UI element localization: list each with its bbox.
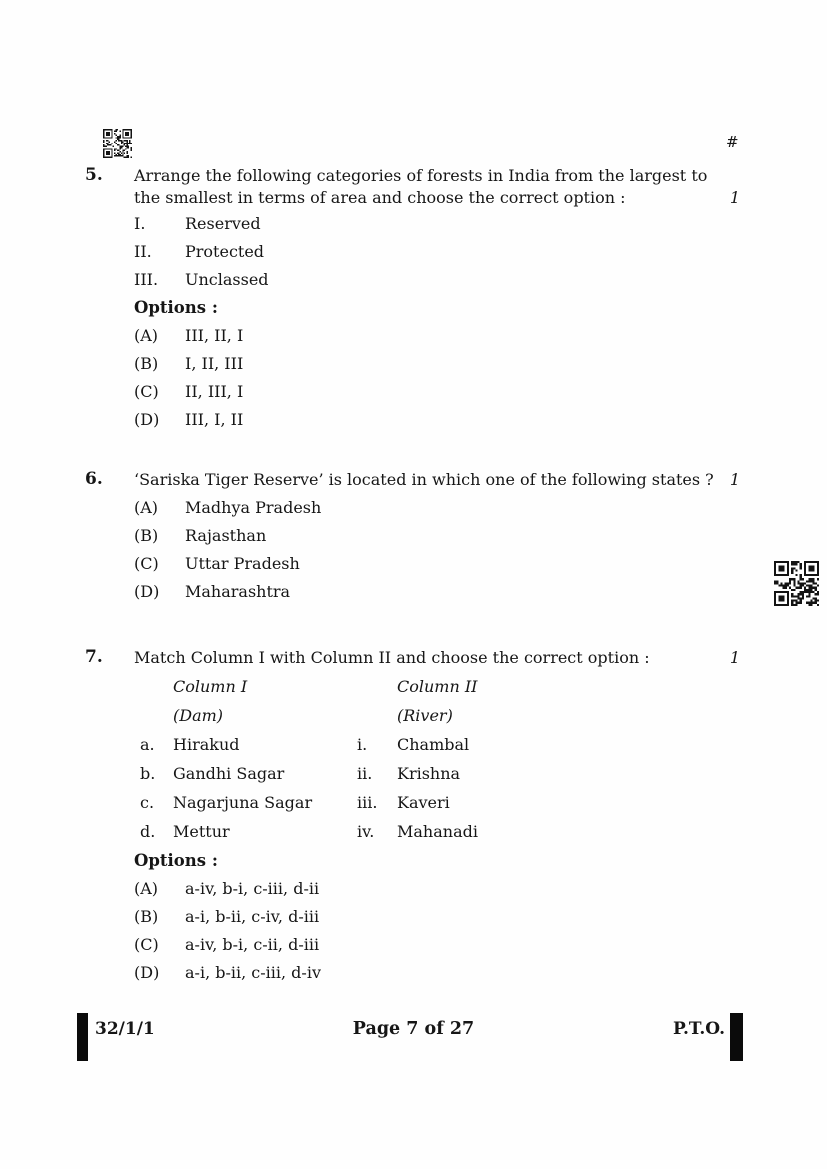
option-letter: (D) (134, 962, 160, 982)
option-letter: (D) (134, 410, 160, 429)
match-row (0, 821, 827, 842)
match-row (0, 763, 827, 784)
option-letter: (D) (134, 581, 160, 601)
paper-code: 32/1/1 (95, 1019, 155, 1039)
option-row (134, 409, 827, 430)
option-row (134, 906, 827, 927)
qr-code-icon (103, 129, 132, 158)
option-text: Madhya Pradesh (185, 497, 322, 517)
options-list (0, 325, 827, 430)
option-row (134, 581, 827, 602)
options-heading: Options : (134, 298, 218, 317)
footer-right-bar (730, 1013, 743, 1061)
page-footer (0, 1013, 827, 1063)
options-list (0, 497, 827, 602)
marks-value: 1 (729, 648, 740, 667)
question-number: 6. (85, 469, 103, 489)
question-5 (0, 165, 827, 437)
column-2-subheader: (River) (397, 705, 453, 725)
match-right-text: Krishna (397, 763, 461, 783)
option-text: Rajasthan (185, 525, 267, 545)
options-heading: Options : (134, 850, 218, 870)
list-item-numeral: II. (134, 242, 152, 261)
column-1-subheader: (Dam) (173, 705, 224, 725)
option-row (134, 962, 827, 983)
option-row (134, 878, 827, 899)
column-2-header: Column II (397, 676, 478, 696)
option-letter: (A) (134, 326, 159, 345)
option-letter: (B) (134, 354, 159, 373)
question-list (0, 213, 827, 290)
match-right-label: ii. (357, 763, 373, 783)
pto-label: P.T.O. (673, 1019, 725, 1039)
match-left-label: d. (140, 821, 156, 841)
option-row (134, 353, 827, 374)
match-left-text: Nagarjuna Sagar (173, 792, 313, 812)
option-letter: (C) (134, 934, 159, 954)
option-letter: (A) (134, 497, 159, 517)
option-row (134, 325, 827, 346)
option-text: II, III, I (185, 382, 244, 401)
match-row (0, 792, 827, 813)
list-item-numeral: III. (134, 270, 159, 289)
question-text: ‘Sariska Tiger Reserve’ is located in which one of the following states ? (134, 470, 714, 489)
option-letter: (C) (134, 382, 159, 401)
option-text: Uttar Pradesh (185, 553, 300, 573)
option-letter: (B) (134, 525, 159, 545)
column-1-header: Column I (173, 676, 248, 696)
match-column-subheaders (0, 705, 827, 726)
list-item-numeral: I. (134, 214, 146, 233)
option-text: a-i, b-ii, c-iii, d-iv (185, 962, 321, 982)
option-row (134, 525, 827, 546)
match-left-label: a. (140, 734, 155, 754)
option-text: I, II, III (185, 354, 244, 373)
page-indicator: Page 7 of 27 (352, 1019, 475, 1039)
match-row (0, 734, 827, 755)
match-right-label: iii. (357, 792, 378, 812)
match-right-label: iv. (357, 821, 375, 841)
question-7 (0, 647, 827, 990)
question-number: 7. (85, 647, 103, 667)
match-table (0, 734, 827, 842)
match-right-label: i. (357, 734, 368, 754)
list-item (134, 213, 827, 234)
marks-value: 1 (729, 187, 740, 207)
option-letter: (B) (134, 906, 159, 926)
match-left-text: Hirakud (173, 734, 240, 754)
option-text: Maharashtra (185, 581, 291, 601)
option-letter: (A) (134, 878, 159, 898)
match-right-text: Kaveri (397, 792, 450, 812)
match-column-headers (0, 676, 827, 697)
option-text: a-iv, b-i, c-iii, d-ii (185, 878, 320, 898)
option-row (134, 381, 827, 402)
option-letter: (C) (134, 553, 159, 573)
question-text: Arrange the following categories of forests in India from the largest to the smallest in terms of area and choose the correct option : (134, 166, 708, 207)
marks-value: 1 (729, 470, 740, 489)
match-left-label: b. (140, 763, 156, 783)
option-text: III, I, II (185, 410, 244, 429)
option-row (134, 553, 827, 574)
option-text: a-iv, b-i, c-ii, d-iii (185, 934, 320, 954)
match-right-text: Chambal (397, 734, 470, 754)
question-text: Match Column I with Column II and choose the correct option : (134, 648, 650, 667)
option-text: III, II, I (185, 326, 244, 345)
question-6 (0, 469, 827, 609)
match-left-text: Mettur (173, 821, 230, 841)
option-row (134, 497, 827, 518)
question-number: 5. (85, 165, 103, 185)
match-right-text: Mahanadi (397, 821, 478, 841)
list-item (134, 241, 827, 262)
match-left-label: c. (140, 792, 155, 812)
option-row (134, 934, 827, 955)
list-item-text: Unclassed (185, 270, 269, 289)
list-item-text: Protected (185, 242, 265, 261)
match-left-text: Gandhi Sagar (173, 763, 285, 783)
corner-hash-mark: # (726, 133, 739, 151)
option-text: a-i, b-ii, c-iv, d-iii (185, 906, 320, 926)
options-list (0, 878, 827, 983)
list-item (134, 269, 827, 290)
list-item-text: Reserved (185, 214, 261, 233)
